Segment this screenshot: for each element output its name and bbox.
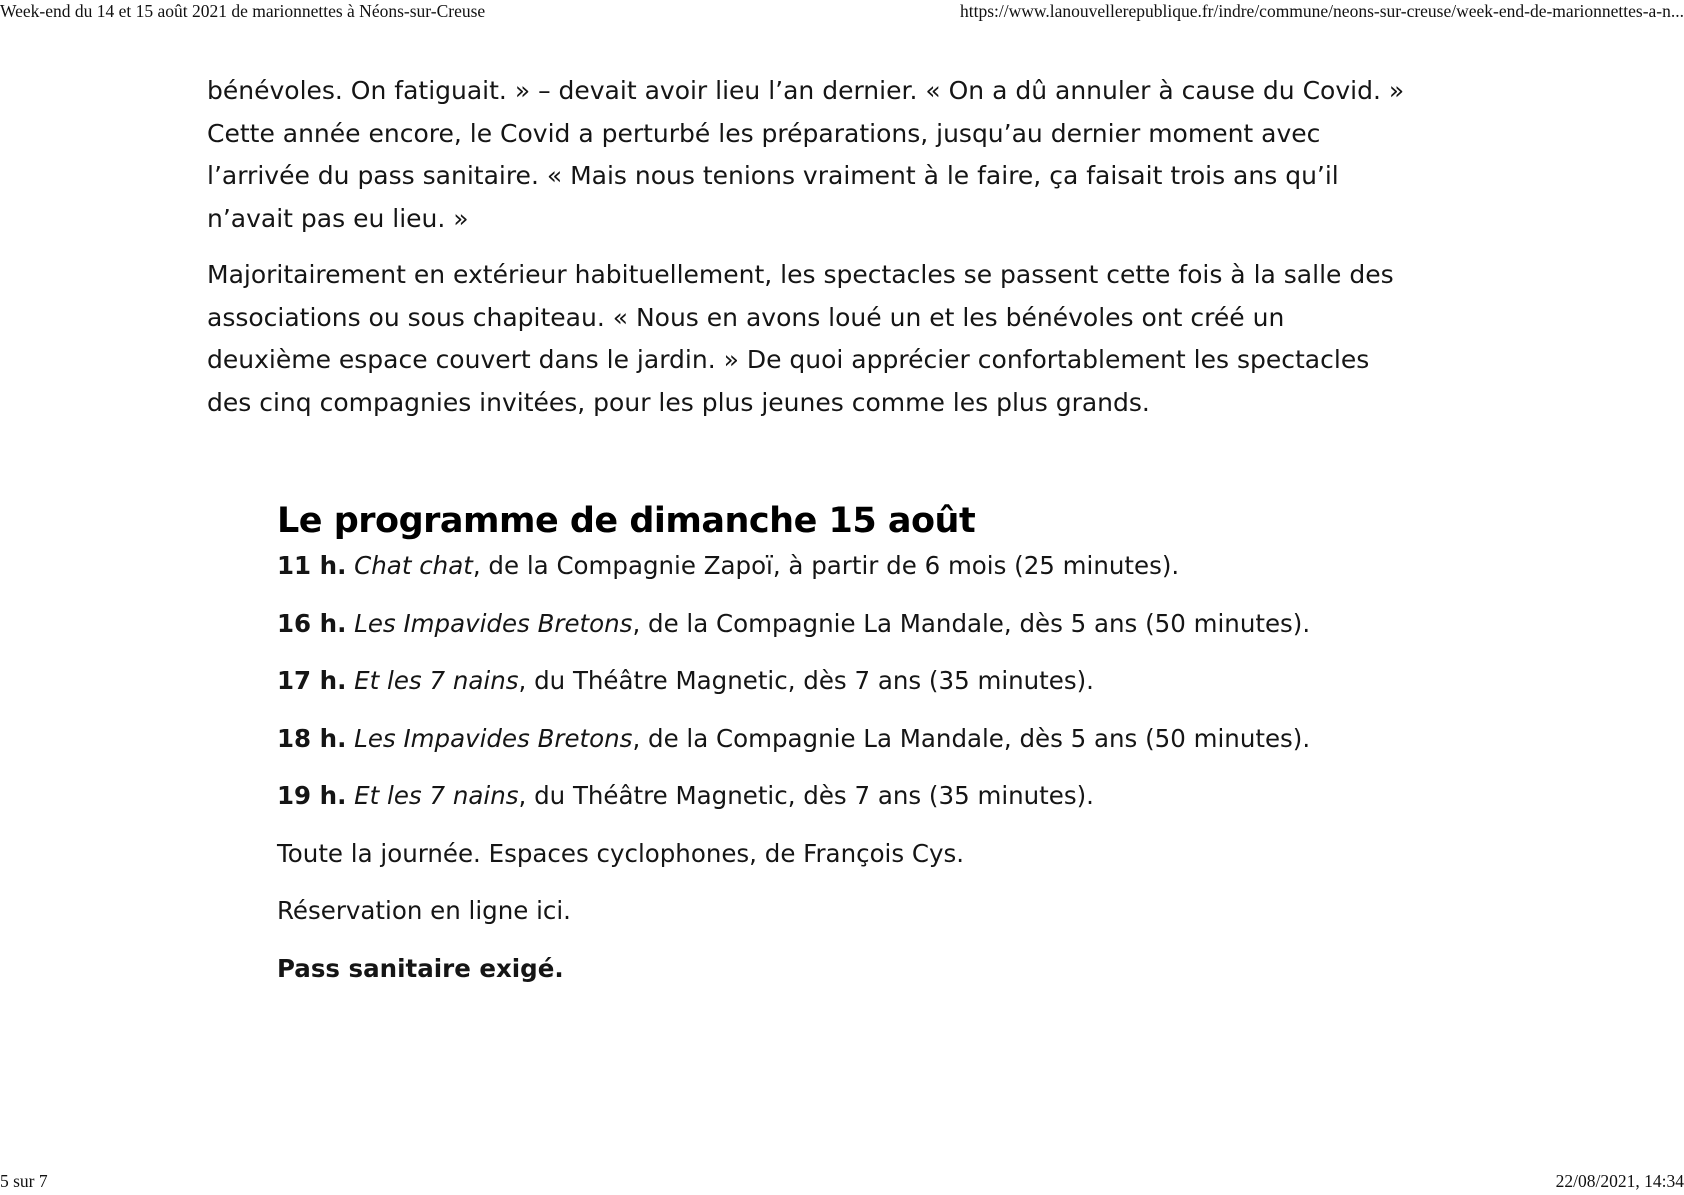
page-url: https://www.lanouvellerepublique.fr/indre/commune/neons-sur-creuse/week-end-de-marionnettes-a-n... [959, 1, 1684, 21]
programme-show-title: Chat chat [354, 551, 473, 580]
programme-details: , de la Compagnie La Mandale, dès 5 ans (50 minutes). [632, 608, 1311, 638]
article-paragraph: bénévoles. On fatiguait. » – devait avoir lieu l’an dernier. « On a dû annuler à cause du Covid. » Cette année encore, le Covid a perturbé les préparations, jusqu’au dernier moment avec l’arrivée du pass sanitaire. « Mais nous tenions vraiment à le faire, ça faisait trois ans qu’il n’avait pas eu lieu. » [207, 76, 1405, 233]
print-datetime: 22/08/2021, 14:34 [1555, 1171, 1684, 1191]
programme-show-title: Les Impavides Bretons [354, 723, 633, 753]
programme-details: , de la Compagnie Zapoï, à partir de 6 mois (25 minutes). [472, 551, 1180, 580]
programme-time: 16 h. [277, 608, 347, 638]
programme-section [277, 494, 1427, 1008]
programme-show-title: Et les 7 nains [354, 666, 519, 695]
programme-time: 17 h. [277, 666, 347, 695]
programme-time: 19 h. [277, 781, 347, 810]
programme-item [277, 548, 1427, 584]
page-title: Week-end du 14 et 15 août 2021 de marionnettes à Néons-sur-Creuse [0, 1, 486, 21]
programme-item [277, 778, 1427, 814]
print-footer [0, 1171, 1684, 1195]
programme-time: 18 h. [277, 723, 347, 753]
reservation-link[interactable]: Réservation en ligne ici. [277, 896, 571, 925]
programme-time: 11 h. [277, 551, 347, 580]
programme-item [277, 663, 1427, 699]
programme-details: , du Théâtre Magnetic, dès 7 ans (35 minutes). [518, 781, 1094, 810]
print-header [0, 1, 1684, 25]
programme-show-title: Et les 7 nains [354, 781, 519, 810]
pass-sanitaire-note: Pass sanitaire exigé. [277, 953, 564, 983]
all-day-note: Toute la journée. Espaces cyclophones, de François Cys. [277, 838, 965, 868]
programme-show-title: Les Impavides Bretons [354, 608, 633, 638]
programme-details: , du Théâtre Magnetic, dès 7 ans (35 minutes). [518, 666, 1094, 695]
article-body [207, 70, 1407, 438]
programme-item [277, 721, 1427, 757]
programme-details: , de la Compagnie La Mandale, dès 5 ans (50 minutes). [632, 723, 1311, 753]
programme-heading: Le programme de dimanche 15 août [277, 501, 976, 541]
page-number: 5 sur 7 [0, 1171, 48, 1191]
article-paragraph: Majoritairement en extérieur habituellement, les spectacles se passent cette fois à la salle des associations ou sous chapiteau. « Nous en avons loué un et les bénévoles ont créé un deuxième espace couvert dans le jardin. » De quoi apprécier confortablement les spectacles des cinq compagnies invitées, pour les plus jeunes comme les plus grands. [207, 260, 1394, 417]
programme-item [277, 606, 1427, 642]
